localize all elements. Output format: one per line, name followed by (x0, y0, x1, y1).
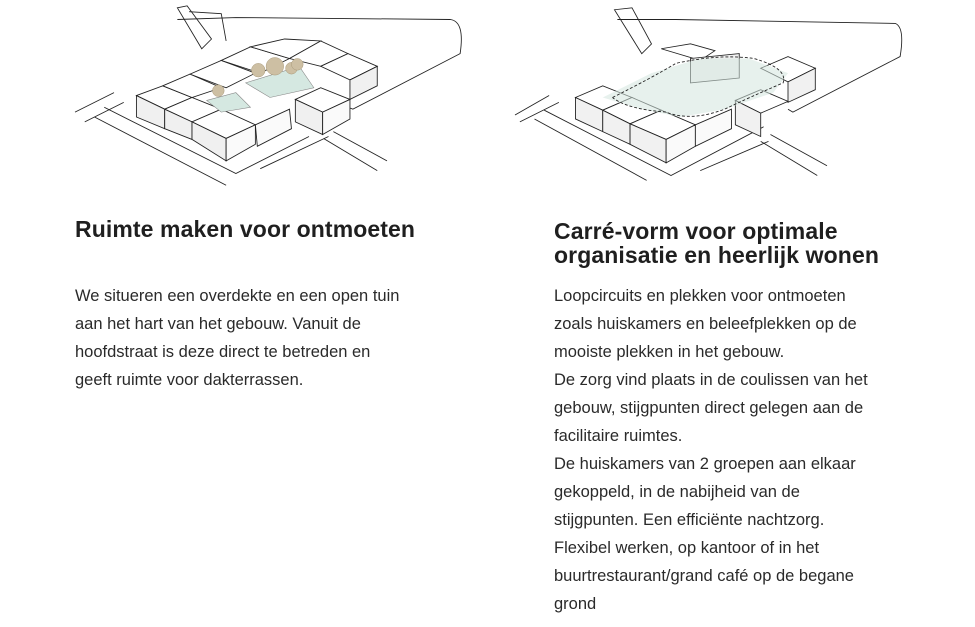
body-line: zoals huiskamers en beleefplekken op de (554, 315, 857, 333)
body-line: We situeren een overdekte en een open tuin (75, 287, 400, 305)
body-line: gebouw, stijgpunten direct gelegen aan de (554, 399, 864, 417)
section-title-ruimte: Ruimte maken voor ontmoeten (75, 216, 416, 242)
title-line: Carré-vorm voor optimale (554, 218, 838, 244)
isometric-building-icon (500, 0, 920, 195)
body-line: facilitaire ruimtes. (554, 427, 683, 445)
carre-loop-circuit-illustration (500, 0, 920, 195)
section-body-ruimte (75, 282, 475, 394)
body-line: mooiste plekken in het gebouw. (554, 343, 785, 361)
body-line: stijgpunten. Een efficiënte nachtzorg. (554, 511, 825, 529)
section-title-carre (554, 219, 934, 267)
body-line: De zorg vind plaats in de coulissen van het (554, 371, 868, 389)
body-line: buurtrestaurant/grand café op de begane (554, 567, 854, 585)
section-body-carre (554, 282, 924, 618)
body-line: grond (554, 595, 597, 613)
body-line: hoofdstraat is deze direct te betreden en (75, 343, 371, 361)
courtyard-gardens-illustration (60, 0, 480, 195)
body-line: gekoppeld, in de nabijheid van de (554, 483, 800, 501)
body-line: Flexibel werken, op kantoor of in het (554, 539, 820, 557)
body-line: Loopcircuits en plekken voor ontmoeten (554, 287, 846, 305)
body-line: geeft ruimte voor dakterrassen. (75, 371, 304, 389)
isometric-building-icon (60, 0, 480, 195)
body-line: aan het hart van het gebouw. Vanuit de (75, 315, 361, 333)
body-line: De huiskamers van 2 groepen aan elkaar (554, 455, 856, 473)
title-line: organisatie en heerlijk wonen (554, 242, 879, 268)
